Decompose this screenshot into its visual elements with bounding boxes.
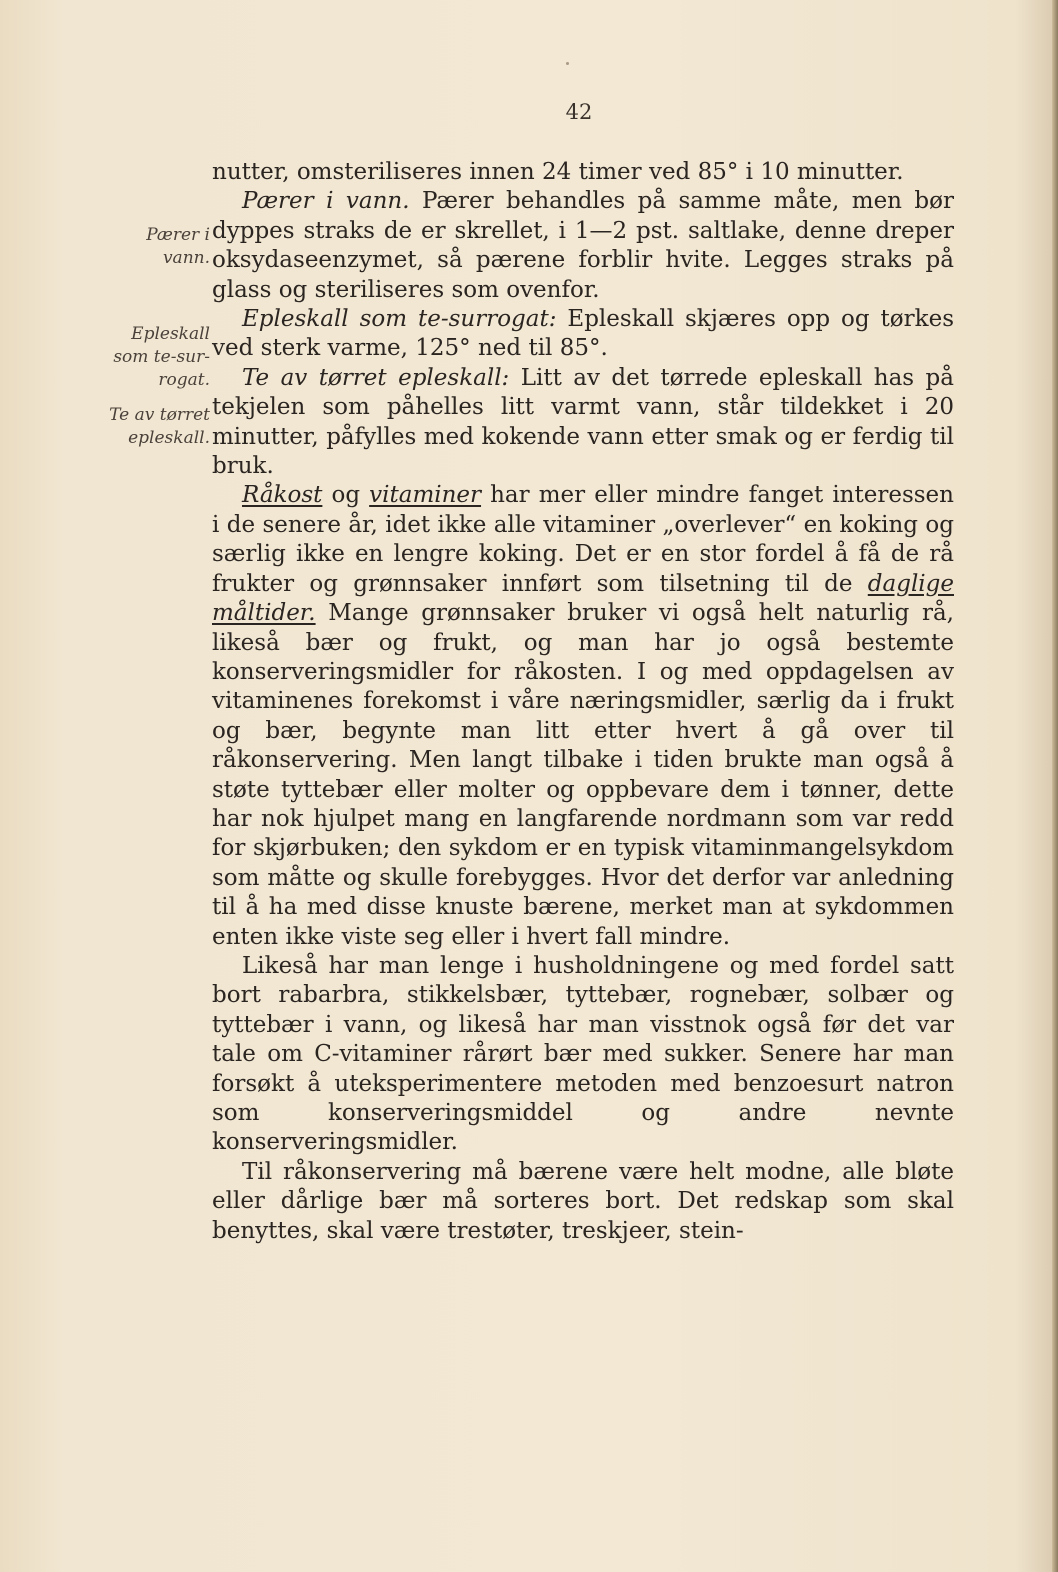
paragraph-text: nutter, omsteriliseres innen 24 timer ved 85° i 10 minutter. bbox=[212, 159, 904, 185]
paragraph bbox=[212, 158, 954, 187]
paragraph-text: Likeså har man lenge i husholdningene og med fordel satt bort rabarbra, stikkelsbær, tyttebær, rognebær, solbær og tyttebær i vann, og likeså har man visstnok også før det var tale om C-vitaminer rårørt bær med sukker. Senere har man forsøkt å uteksperimentere metoden med benzoesurt natron som konserveringsmiddel og andre nevnte konserveringsmidler. bbox=[212, 952, 954, 1156]
paragraph-text: Epleskall skjæres opp og tørkes ved sterk varme, 125° ned til 85°. bbox=[212, 306, 954, 362]
paragraph-text: Til råkonservering må bærene være helt modne, alle bløte eller dårlige bær må sorteres bort. Det redskap som skal benyttes, skal være trestøter, treskjeer, stein- bbox=[212, 1158, 954, 1244]
page-number: 42 bbox=[565, 100, 593, 124]
margin-note-line: epleskall. bbox=[128, 428, 210, 448]
emphasis: vitaminer bbox=[369, 482, 482, 509]
margin-note-line: Pærer i bbox=[146, 225, 210, 245]
page-edge bbox=[1052, 0, 1058, 1572]
paragraph bbox=[212, 364, 954, 482]
paragraph bbox=[212, 305, 954, 364]
run-in-heading: Pærer i vann. bbox=[242, 188, 410, 215]
paragraph-text: har mer eller mindre fanget interessen i de senere år, idet ikke alle vitaminer „overlever“ en koking og særlig ikke en lengre koking. Det er en stor fordel å få de rå frukter og grønnsaker innført som tilsetning til de bbox=[212, 482, 954, 597]
paragraph bbox=[212, 1158, 954, 1246]
paragraph-text: Mange grønnsaker bruker vi også helt naturlig rå, likeså bær og frukt, og man har jo også bestemte konserveringsmidler for råkosten. I og med oppdagelsen av vitaminenes forekomst i våre næringsmidler, særlig da i frukt og bær, begynte man litt etter hvert å gå over til råkonservering. Men langt tilbake i tiden brukte man også å støte tyttebær eller molter og oppbevare dem i tønner, dette har nok hjulpet mang en langfarende nordmann som var redd for skjørbuken; den sykdom er en typisk vitaminmangelsykdom som måtte og skulle forebygges. Hvor det derfor var anledning til å ha med disse knuste bærene, merket man at sykdommen enten ikke viste seg eller i hvert fall mindre. bbox=[212, 600, 954, 950]
margin-note-line: som te-sur- bbox=[113, 347, 210, 367]
paragraph bbox=[212, 187, 954, 305]
margin-note-te bbox=[109, 404, 210, 450]
margin-note-epleskall bbox=[113, 323, 210, 392]
run-in-heading: Epleskall som te-surrogat: bbox=[242, 306, 557, 333]
paragraph-text: Pærer behandles på samme måte, men bør dyppes straks de er skrellet, i 1—2 pst. saltlake, denne dreper oksydaseenzymet, så pærene forblir hvite. Legges straks på glass og steriliseres som ovenfor. bbox=[212, 188, 954, 303]
emphasis: daglige måltider. bbox=[212, 570, 954, 627]
margin-note-line: vann. bbox=[162, 248, 210, 268]
paper-speck bbox=[566, 62, 569, 65]
emphasis: Råkost bbox=[242, 482, 323, 509]
paragraph bbox=[212, 952, 954, 1158]
margin-note-line: Te av tørret bbox=[109, 405, 210, 425]
margin-note-line: rogat. bbox=[158, 370, 210, 390]
run-in-heading: Te av tørret epleskall: bbox=[242, 364, 510, 391]
paragraph bbox=[212, 481, 954, 952]
paragraph-text: Litt av det tørrede epleskall has på tekjelen som påhelles litt varmt vann, står tildekket i 20 minutter, påfylles med kokende vann etter smak og er ferdig til bruk. bbox=[212, 364, 954, 480]
margin-note-paerer bbox=[146, 224, 210, 270]
margin-note-line: Epleskall bbox=[131, 324, 210, 344]
body-text bbox=[212, 158, 954, 1246]
paragraph-text: og bbox=[322, 482, 370, 509]
